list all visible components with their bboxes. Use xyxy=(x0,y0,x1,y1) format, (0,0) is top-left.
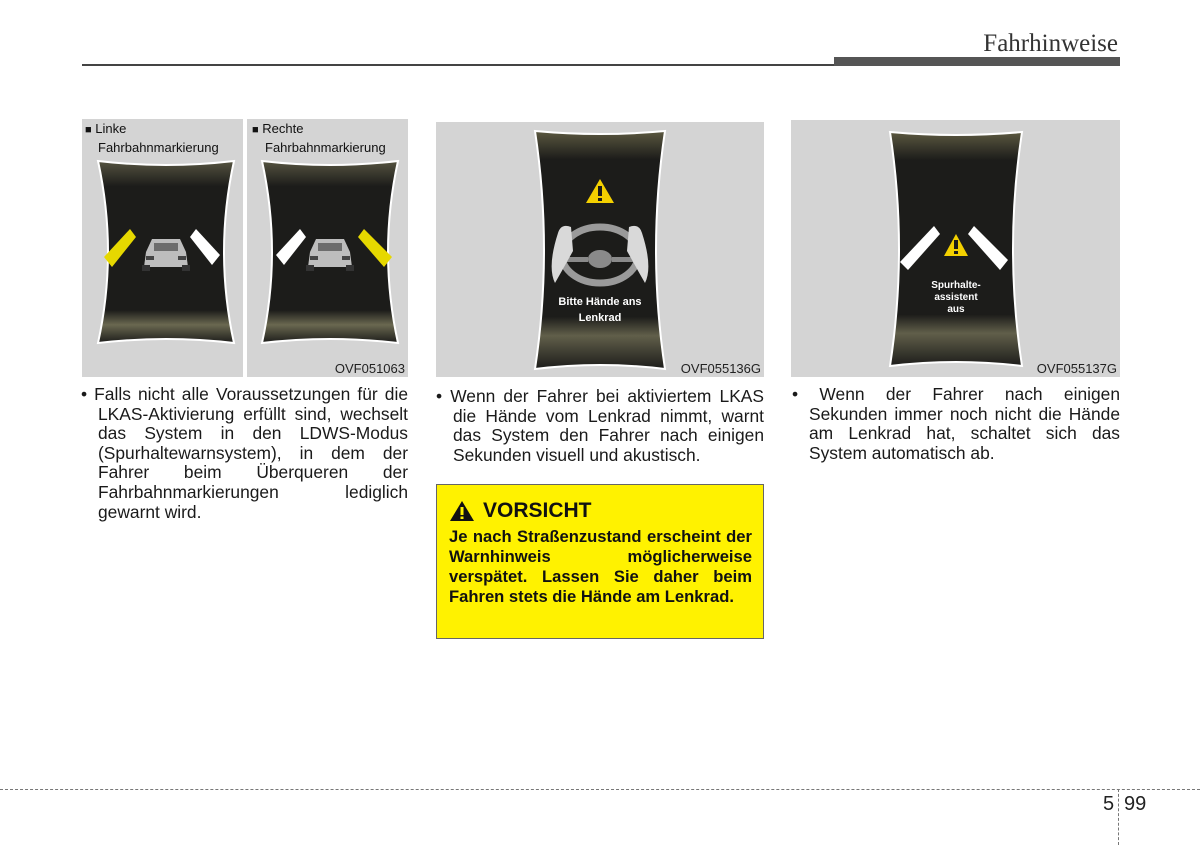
display-message-line1: Spurhalte- xyxy=(931,280,981,291)
caution-box xyxy=(436,484,764,639)
figure-lkas-off xyxy=(791,120,1120,377)
chapter-number: 5 xyxy=(1103,793,1115,815)
section-title: Fahrhinweise xyxy=(983,30,1118,57)
display-message-line3: aus xyxy=(947,304,965,315)
display-message-line2: assistent xyxy=(934,292,978,303)
panel-divider xyxy=(243,119,247,377)
figure-lane-markings xyxy=(82,119,408,377)
figure-code: OVF055137G xyxy=(1036,361,1117,376)
display-hands-warning xyxy=(533,129,667,371)
header-rule xyxy=(82,64,837,66)
caution-text: Je nach Straßenzustand erscheint der Warnhinweis möglicherweise verspätet. Lassen Sie daher beim Fahren stets die Hände am Lenkrad. xyxy=(449,527,752,606)
warning-triangle-icon xyxy=(449,500,475,522)
display-right-lane-warning xyxy=(260,159,400,345)
label-left-lane: ■ Linke Fahrbahnmarkierung xyxy=(85,121,219,155)
footer-rule xyxy=(0,789,1200,790)
figure-code: OVF055136G xyxy=(680,361,761,376)
bullet-lkas-conditions: • Falls nicht alle Voraussetzungen für die LKAS-Aktivierung erfüllt sind, wechselt das System in den LDWS-Modus (Spurhaltewarnsystem), in dem der Fahrer beim Überqueren der Fahrbahnmarkierungen lediglich gewarnt wird. xyxy=(81,384,408,522)
bullet-hands-off-warning: • Wenn der Fahrer bei aktiviertem LKAS die Hände vom Lenkrad nimmt, warnt das System den Fahrer nach einigen Sekunden visuell und akustisch. xyxy=(436,386,764,465)
figure-code: OVF051063 xyxy=(334,361,405,376)
display-lkas-off xyxy=(888,130,1024,368)
bullet-system-shutoff: • Wenn der Fahrer nach einigen Sekunden immer noch nicht die Hände am Lenkrad hat, schaltet sich das System automatisch ab. xyxy=(792,384,1120,463)
label-right-lane: ■ Rechte Fahrbahnmarkierung xyxy=(252,121,386,155)
display-message-line2: Lenkrad xyxy=(578,312,622,324)
display-left-lane-warning xyxy=(96,159,236,345)
header-rule-accent xyxy=(834,57,1120,66)
page-number: 99 xyxy=(1124,793,1147,815)
display-message-line1: Bitte Hände ans xyxy=(558,296,642,308)
figure-hands-on-wheel xyxy=(436,122,764,377)
caution-title: VORSICHT xyxy=(483,499,592,522)
footer-divider xyxy=(1118,789,1119,845)
